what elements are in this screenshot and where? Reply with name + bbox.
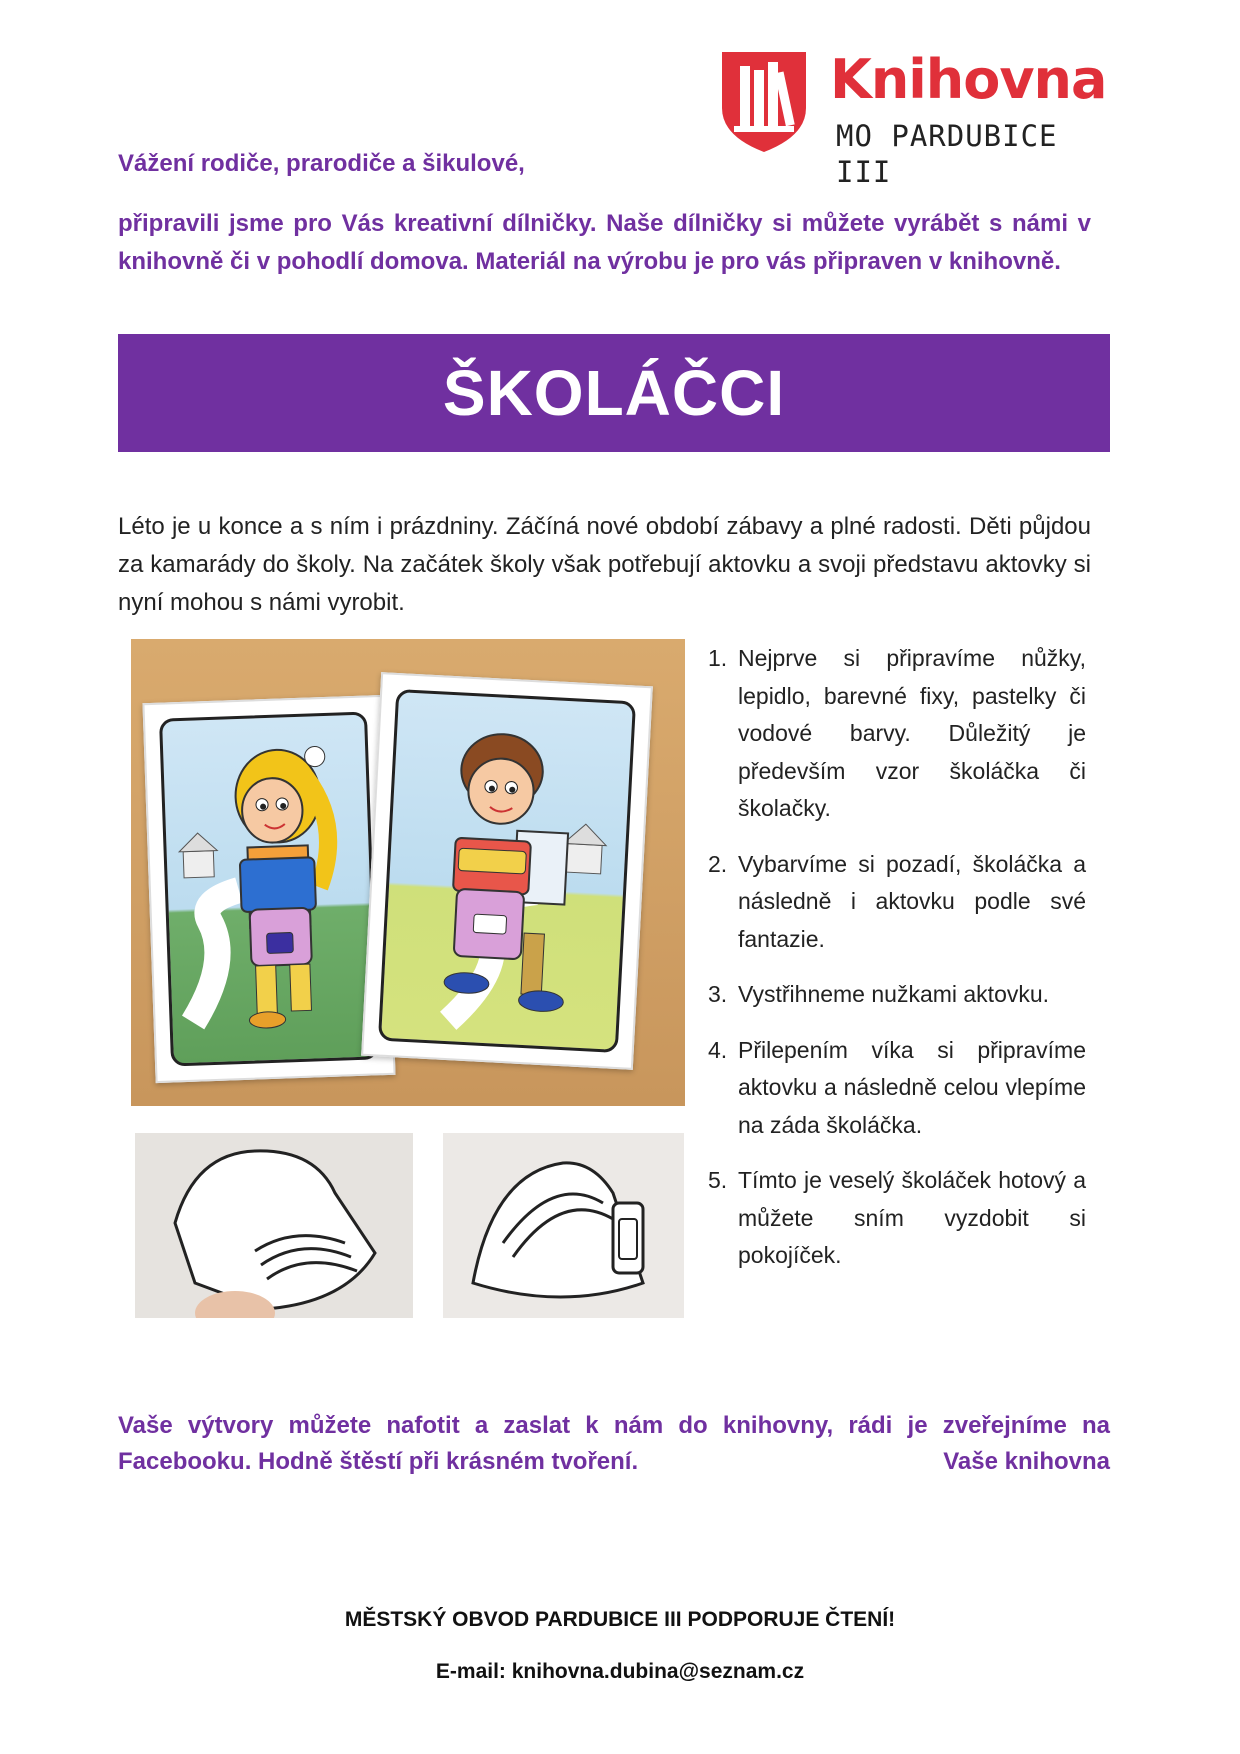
- paper-backpack-photo-1: [135, 1133, 413, 1318]
- paper-backpack-photo-2: [443, 1133, 684, 1318]
- step-1: [708, 640, 1086, 828]
- intro-text: připravili jsme pro Vás kreativní dílničky. Naše dílničky si můžete vyrábět s námi v knihovně či v pohodlí domova. Materiál na výrobu je pro vás připraven v knihovně.: [118, 210, 1091, 275]
- boy-with-backpack-illustration: [381, 692, 633, 1050]
- book-shield-icon: [718, 48, 810, 154]
- footer-support-line: MĚSTSKÝ OBVOD PARDUBICE III PODPORUJE ČTENÍ!: [344, 1608, 896, 1631]
- step-number: 2.: [708, 850, 728, 877]
- girl-with-backpack-illustration: [162, 715, 376, 1064]
- folded-backpack-image: [135, 1133, 413, 1318]
- greeting: Vážení rodiče, prarodiče a šikulové,: [118, 150, 525, 177]
- boy-coloring-card: [361, 672, 653, 1070]
- assembled-backpack-image: [443, 1133, 684, 1318]
- step-number: 1.: [708, 645, 728, 671]
- title-banner: [118, 334, 1110, 452]
- step-text: Nejprve si připravíme nůžky, lepidlo, barevné fixy, pastelky či vodové barvy. Důležitý je především vzor školáčka či školačky.: [738, 645, 1086, 821]
- step-number: 3.: [708, 981, 728, 1007]
- step-text: Tímto je veselý školáček hotový a můžete sním vyzdobit si pokojíček.: [738, 1167, 1086, 1268]
- footer-email[interactable]: E-mail: knihovna.dubina@seznam.cz: [435, 1660, 805, 1683]
- step-4: [708, 1032, 1086, 1145]
- closing-signature: Vaše knihovna: [943, 1448, 1110, 1475]
- body-paragraph: Léto je u konce a s ním i prázdniny. Záčíná nové období zábavy a plné radosti. Děti půjdou za kamarády do školy. Na začátek školy však potřebují aktovku a svoji představu aktovky si nyní mohou s námi vyrobit.: [118, 513, 1091, 616]
- instruction-steps: [708, 640, 1086, 1293]
- logo-subtitle: MO PARDUBICE III: [836, 119, 1058, 189]
- library-logo: [718, 48, 1118, 189]
- closing-paragraph: [118, 1408, 1110, 1480]
- closing-text: Vaše výtvory můžete nafotit a zaslat k nám do knihovny, rádi je zveřejníme na Facebooku. Hodně štěstí při krásném tvoření.: [118, 1412, 1110, 1475]
- step-text: Vybarvíme si pozadí, školáčka a následně i aktovku podle své fantazie.: [738, 850, 1086, 952]
- step-5: [708, 1162, 1086, 1275]
- logo-title: Knihovna: [830, 48, 1107, 111]
- step-number: 5.: [708, 1167, 728, 1193]
- step-number: 4.: [708, 1036, 728, 1063]
- page-title: ŠKOLÁČCI: [442, 357, 786, 429]
- step-2: [708, 846, 1086, 959]
- girl-coloring-card: [142, 695, 395, 1083]
- step-text: Vystřihneme nužkami aktovku.: [738, 981, 1050, 1007]
- step-3: [708, 976, 1086, 1014]
- coloring-pages-photo: [131, 639, 685, 1106]
- step-text: Přilepením víka si připravíme aktovku a následně celou vlepíme na záda školáčka.: [738, 1036, 1086, 1138]
